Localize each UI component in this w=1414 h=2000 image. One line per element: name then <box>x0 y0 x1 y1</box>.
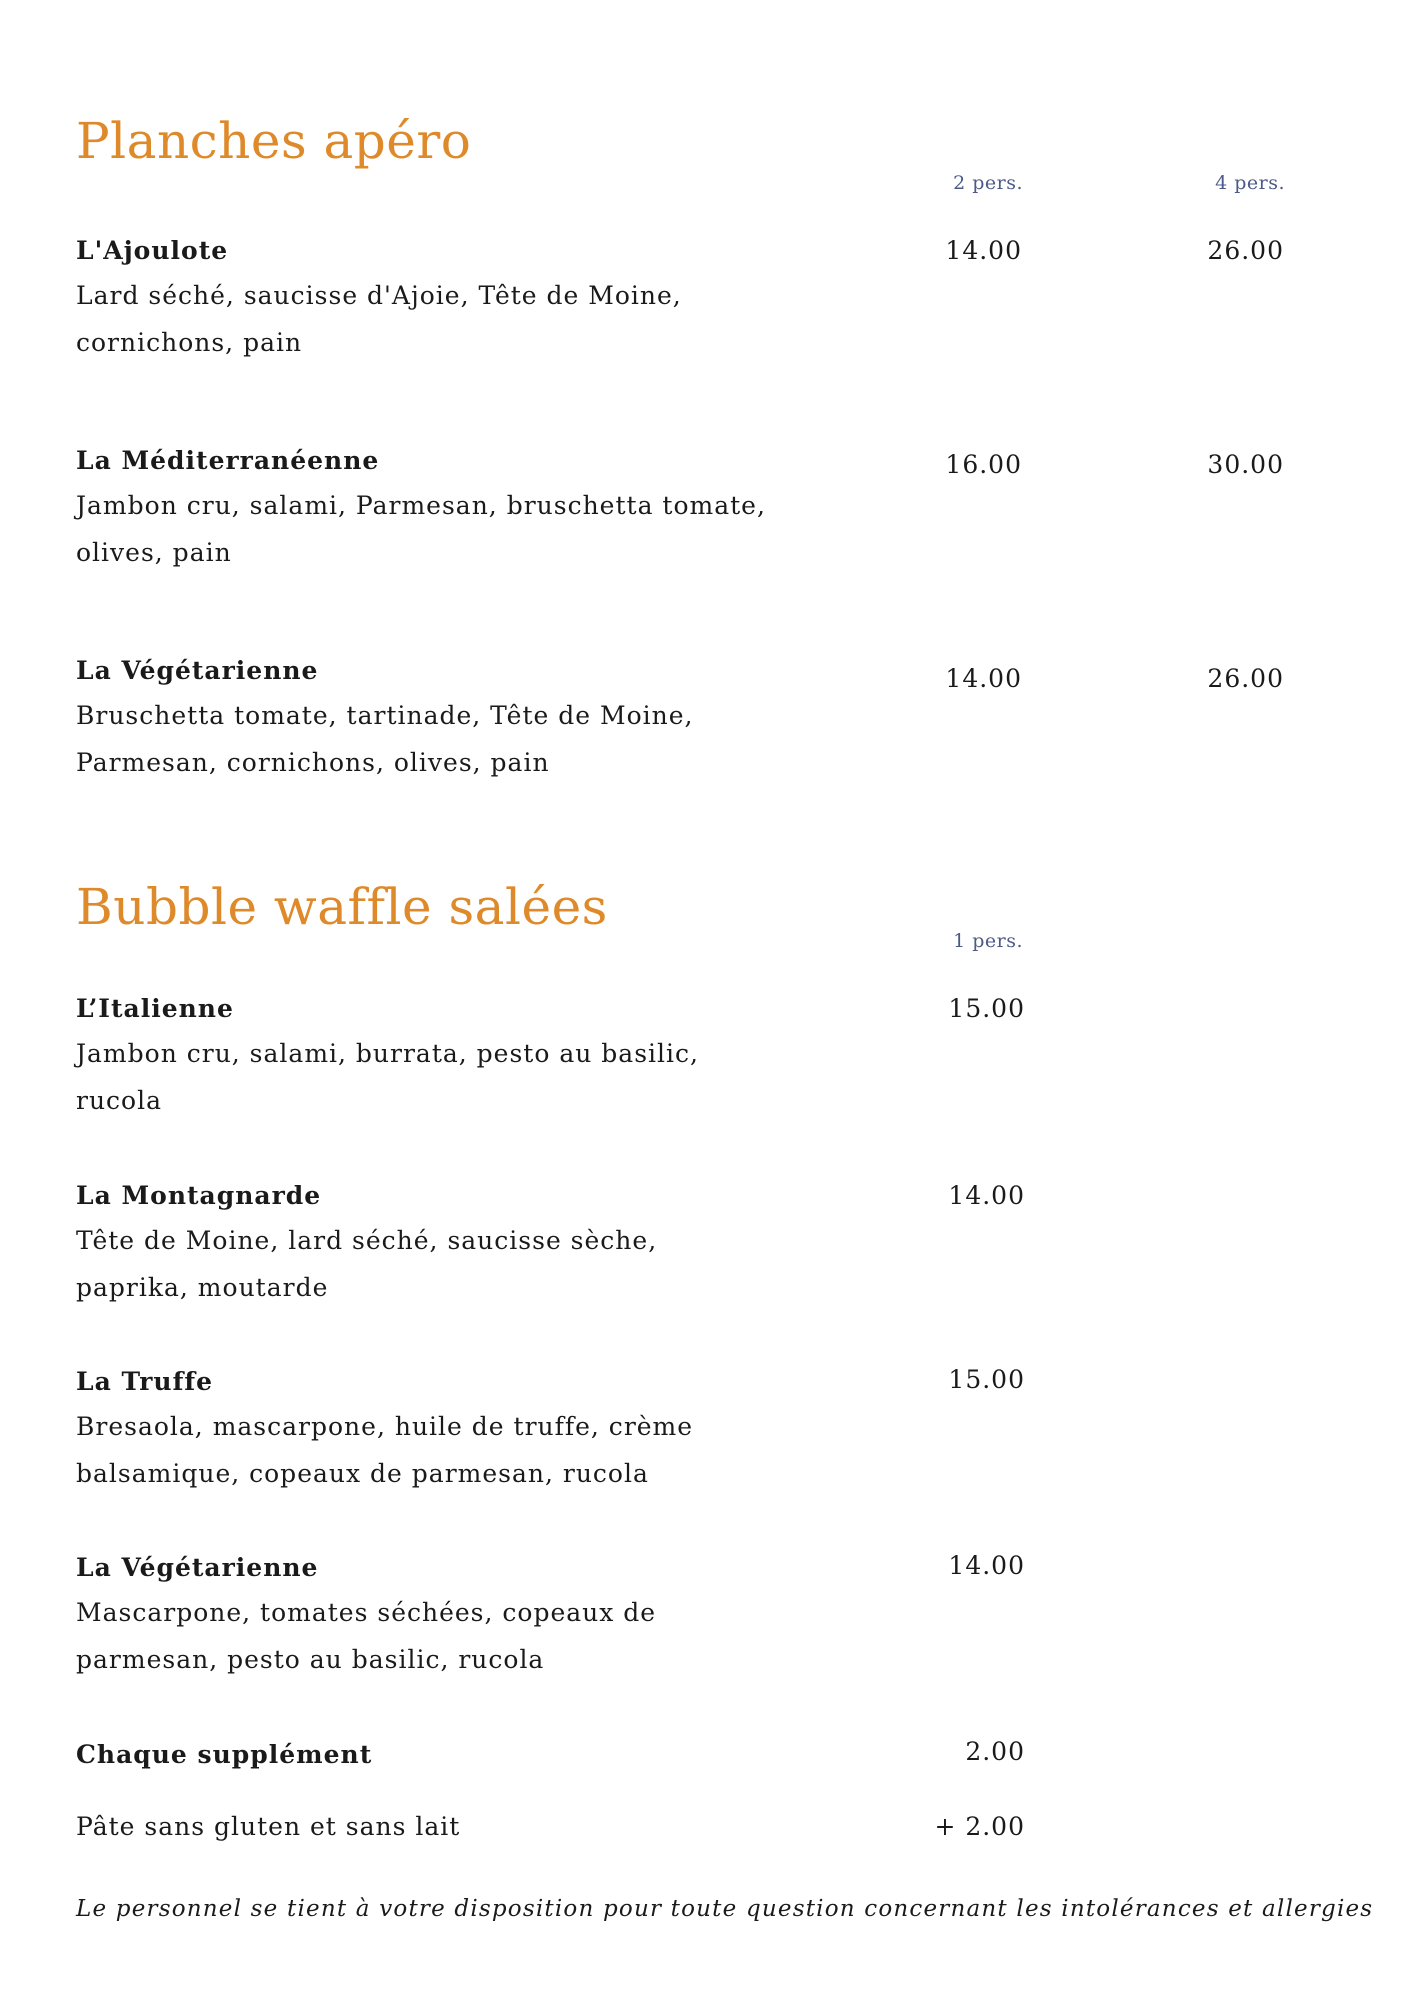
item-name: La Truffe <box>76 1367 214 1396</box>
item-description: Tête de Moine, lard séché, saucisse sèche, paprika, moutarde <box>76 1226 658 1302</box>
gluten-free-label: Pâte sans gluten et sans lait <box>76 1812 461 1841</box>
item-name: L’Italienne <box>76 994 234 1023</box>
item-description: Lard séché, saucisse d'Ajoie, Tête de Moine, cornichons, pain <box>76 281 682 357</box>
allergy-note: Le personnel se tient à votre disposition pour toute question concernant les intolérances et allergies <box>76 1896 1374 1922</box>
item-price-2-pers: 16.00 <box>945 450 1022 479</box>
item-description: Mascarpone, tomates séchées, copeaux de parmesan, pesto au basilic, rucola <box>76 1598 657 1674</box>
item-name: La Méditerranéenne <box>76 446 380 475</box>
item-description: Jambon cru, salami, burrata, pesto au basilic, rucola <box>76 1039 699 1115</box>
item-price: 15.00 <box>948 994 1025 1023</box>
item-price-2-pers: 14.00 <box>945 236 1022 265</box>
item-price-2-pers: 14.00 <box>945 664 1022 693</box>
item-price-4-pers: 30.00 <box>1207 450 1284 479</box>
supplement-price: 2.00 <box>965 1737 1025 1766</box>
item-name: L'Ajoulote <box>76 236 229 265</box>
item-price: 14.00 <box>948 1181 1025 1210</box>
item-price: 14.00 <box>948 1551 1025 1580</box>
item-name: La Végétarienne <box>76 656 319 685</box>
item-name: La Montagnarde <box>76 1181 322 1210</box>
section-title-bubble-waffle: Bubble waffle salées <box>76 878 608 936</box>
item-price-4-pers: 26.00 <box>1207 236 1284 265</box>
section-title-planches: Planches apéro <box>76 112 472 170</box>
column-header-2-pers: 2 pers. <box>953 172 1023 194</box>
item-name: La Végétarienne <box>76 1553 319 1582</box>
supplement-label: Chaque supplément <box>76 1740 373 1769</box>
item-description: Jambon cru, salami, Parmesan, bruschetta tomate, olives, pain <box>76 491 766 567</box>
column-header-1-pers: 1 pers. <box>953 930 1023 952</box>
column-header-4-pers: 4 pers. <box>1215 172 1285 194</box>
gluten-free-price: + 2.00 <box>934 1812 1025 1841</box>
item-description: Bresaola, mascarpone, huile de truffe, crème balsamique, copeaux de parmesan, rucola <box>76 1412 694 1488</box>
item-description: Bruschetta tomate, tartinade, Tête de Moine, Parmesan, cornichons, olives, pain <box>76 701 694 777</box>
item-price-4-pers: 26.00 <box>1207 664 1284 693</box>
item-price: 15.00 <box>948 1365 1025 1394</box>
